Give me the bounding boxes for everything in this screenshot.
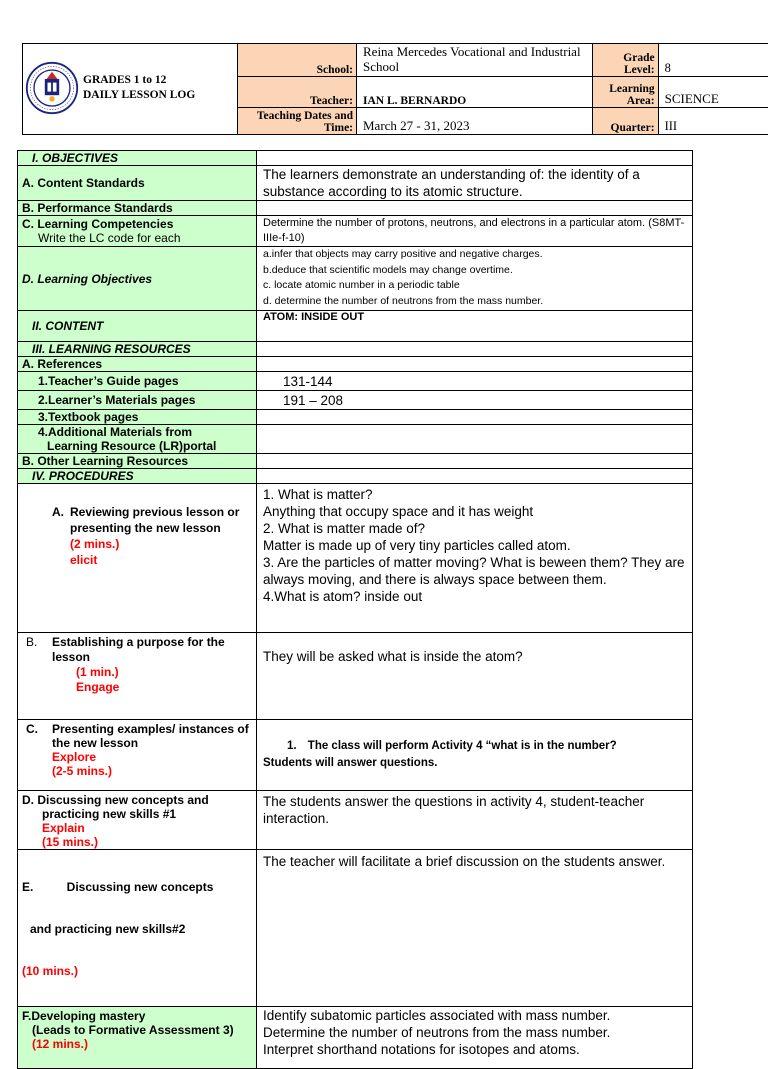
additional-materials-line1: 4.Additional Materials from	[38, 425, 193, 439]
tg-pages-value: 131-144	[257, 372, 693, 391]
header-title-line1: GRADES 1 to 12	[83, 74, 167, 86]
teacher-value: IAN L. BERNARDO	[357, 77, 593, 108]
procedure-b-content: They will be asked what is inside the atom?	[257, 633, 693, 720]
header-title-line2: DAILY LESSON LOG	[83, 89, 196, 101]
content-standards-label: A. Content Standards	[18, 166, 257, 201]
procedure-a-line: 3. Are the particles of matter moving? What is beween them? They are always moving, and there is always space between them.	[263, 555, 685, 587]
objective-item: b.deduce that scientific models may change overtime.	[263, 263, 513, 276]
competencies-label: C. Learning Competencies	[22, 217, 174, 231]
procedure-c-content	[257, 720, 693, 791]
objectives-list	[257, 247, 693, 311]
procedure-a-content	[257, 484, 693, 633]
competencies-sub: Write the LC code for each	[38, 231, 181, 245]
procedure-c-label	[18, 720, 257, 791]
procedure-f-title-2: (Leads to Formative Assessment 3)	[32, 1023, 234, 1037]
logo-cell	[23, 44, 238, 135]
school-value: Reina Mercedes Vocational and Industrial School	[357, 44, 593, 77]
teacher-label: Teacher:	[237, 77, 356, 108]
grade-label: Grade Level:	[592, 44, 658, 77]
quarter-label: Quarter:	[592, 108, 658, 135]
competencies-cell	[18, 216, 257, 247]
procedure-a-title: Reviewing previous lesson or presenting the new lesson	[70, 505, 240, 535]
objectives-heading: I. OBJECTIVES	[18, 151, 257, 166]
procedure-d-title-2: practicing new skills #1	[42, 807, 177, 821]
additional-materials-line2: Learning Resource (LR)portal	[47, 439, 217, 453]
area-value: SCIENCE	[658, 77, 768, 108]
learning-objectives-label: D. Learning Objectives	[18, 247, 257, 311]
procedure-c-title: Presenting examples/ instances of the new lesson	[52, 722, 249, 750]
performance-standards-label: B. Performance Standards	[18, 201, 257, 216]
procedure-b-stage: Engage	[76, 680, 120, 694]
procedure-d-content: The students answer the questions in activity 4, student-teacher interaction.	[257, 791, 693, 850]
tg-pages-label: 1.Teacher’s Guide pages	[18, 372, 257, 391]
objective-item: a.infer that objects may carry positive and negative charges.	[263, 248, 543, 260]
procedure-b-letter: B.	[26, 635, 38, 649]
procedure-a-time: (2 mins.)	[70, 537, 120, 551]
procedure-c-num: 1.	[287, 740, 297, 752]
procedure-a-stage: elicit	[70, 553, 98, 567]
procedure-b-time: (1 min.)	[76, 665, 119, 679]
procedures-heading: IV. PROCEDURES	[18, 469, 257, 484]
area-label: Learning Area:	[592, 77, 658, 108]
content-standards-value: The learners demonstrate an understanding of: the identity of a substance according to its atomic structure.	[257, 166, 693, 201]
procedure-c-line2: Students will answer questions.	[263, 757, 438, 769]
references-label: A. References	[18, 357, 257, 372]
dates-label: Teaching Dates and Time:	[237, 108, 356, 135]
procedure-d-label	[18, 791, 257, 850]
lesson-table	[17, 150, 693, 1069]
procedure-e-title-1: E. Discussing new concepts	[22, 880, 214, 894]
header-table	[22, 43, 768, 135]
procedure-a-letter: A.	[52, 505, 64, 519]
procedure-c-line1: The class will perform Activity 4 “what is in the number?	[307, 740, 617, 752]
procedure-c-letter: C.	[26, 722, 38, 736]
procedure-e-time: (10 mins.)	[22, 964, 79, 978]
procedure-a-line: 2. What is matter made of?	[263, 521, 426, 536]
procedure-f-content	[257, 1007, 693, 1069]
procedure-a-line: Anything that occupy space and it has weight	[263, 504, 534, 519]
procedure-b-label	[18, 633, 257, 720]
procedure-d-stage: Explain	[42, 821, 85, 835]
procedure-a-line: 4.What is atom? inside out	[263, 589, 423, 604]
procedure-d-title-1: D. Discussing new concepts and	[22, 793, 209, 807]
procedure-f-line: Determine the number of neutrons from the mass number.	[263, 1025, 611, 1040]
objective-item: c. locate atomic number in a periodic table	[263, 279, 460, 291]
quarter-value: III	[658, 108, 768, 135]
procedure-a-label	[18, 484, 257, 633]
other-resources-label: B. Other Learning Resources	[18, 454, 257, 469]
procedure-f-time: (12 mins.)	[32, 1037, 89, 1051]
lm-pages-value: 191 – 208	[257, 391, 693, 410]
dates-value: March 27 - 31, 2023	[357, 108, 593, 135]
competencies-value: Determine the number of protons, neutrons, and electrons in a particular atom. (S8MT-IIIe-f-10)	[257, 216, 693, 247]
grade-value: 8	[658, 44, 768, 77]
deped-seal-icon	[25, 61, 79, 115]
procedure-e-title-2: and practicing new skills#2	[30, 922, 186, 936]
procedure-f-line: Interpret shorthand notations for isotopes and atoms.	[263, 1042, 580, 1057]
objective-item: d. determine the number of neutrons from the mass number.	[263, 294, 544, 307]
procedure-a-line: 1. What is matter?	[263, 487, 373, 502]
procedure-e-label	[18, 850, 257, 1007]
lm-pages-label: 2.Learner’s Materials pages	[18, 391, 257, 410]
procedure-c-stage: Explore	[52, 750, 97, 764]
procedure-a-line: Matter is made up of very tiny particles called atom.	[263, 538, 571, 553]
textbook-label: 3.Textbook pages	[18, 410, 257, 425]
procedure-f-label	[18, 1007, 257, 1069]
content-value: ATOM: INSIDE OUT	[257, 311, 693, 342]
procedure-b-title: Establishing a purpose for the lesson	[52, 635, 225, 664]
procedure-f-title-1: F.Developing mastery	[22, 1009, 146, 1023]
procedure-e-content: The teacher will facilitate a brief discussion on the students answer.	[257, 850, 693, 1007]
procedure-f-line: Identify subatomic particles associated with mass number.	[263, 1008, 611, 1023]
additional-materials-cell	[18, 425, 257, 454]
procedure-d-time: (15 mins.)	[42, 835, 99, 849]
procedure-c-time: (2-5 mins.)	[52, 764, 113, 778]
school-label: School:	[237, 44, 356, 77]
content-heading: II. CONTENT	[18, 311, 257, 342]
resources-heading: III. LEARNING RESOURCES	[18, 342, 257, 357]
